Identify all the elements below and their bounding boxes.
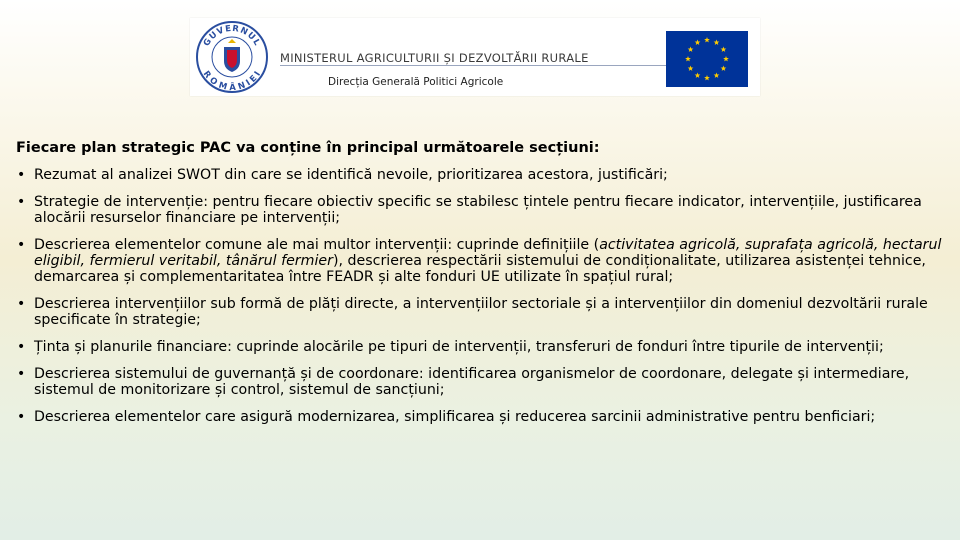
sections-list [16,167,946,425]
svg-text:ROMÂNIEI: ROMÂNIEI [200,69,264,94]
list-item-text: Descrierea elementelor care asigură modernizarea, simplificarea și reducerea sarcinii administrative pentru benficiari; [34,409,876,425]
bullet: • [17,194,26,210]
list-item-text: Descrierea intervențiilor sub formă de plăți directe, a intervențiilor sectoriale și a intervențiilor din domeniul dezvoltării rurale specificate în strategie; [34,296,928,328]
list-item [16,237,946,285]
list-item [16,339,946,355]
government-logo [194,19,270,95]
list-item-text: Descrierea sistemului de guvernanță și de coordonare: identificarea organismelor de coordonare, delegate și intermediare, sistemul de monitorizare și control, sistemul de sancțiuni; [34,366,910,398]
bullet: • [17,339,26,355]
list-item-text-italic: activitatea agricolă, suprafața agricolă, hectarul eligibil, fermierul veritabil, tânărul fermier [34,237,942,269]
section-heading: Fiecare plan strategic PAC va conține în principal următoarele secțiuni: [16,140,600,156]
list-item [16,167,946,183]
bullet: • [17,409,26,425]
header-banner [190,18,760,96]
bullet: • [17,366,26,382]
coat-of-arms-icon [224,39,240,72]
list-item-text: Ținta și planurile financiare: cuprinde alocările pe tipuri de intervenții, transferuri de fonduri între tipurile de intervenții; [34,339,884,355]
list-item-text-after: ), descrierea respectării sistemului de condiționalitate, utilizarea asistenței tehnice, demarcarea și complementaritatea între FEADR și alte fonduri UE utilizate în spațiul rural; [34,253,926,285]
bullet: • [17,237,26,253]
list-item-text-before: Descrierea elementelor comune ale mai multor intervenții: cuprinde definițiile ( [34,237,600,253]
list-item [16,194,946,226]
bullet: • [17,167,26,183]
list-item-text: Strategie de intervenție: pentru fiecare obiectiv specific se stabilesc țintele pentru fiecare indicator, intervențiile, justificarea alocării resurselor financiare pe intervenții; [34,194,922,226]
eu-flag-icon [666,31,748,87]
list-item-text: Rezumat al analizei SWOT din care se identifică nevoile, prioritizarea acestora, justificări; [34,167,668,183]
main-content [16,139,946,436]
directorate-name: Direcția Generală Politici Agricole [328,76,504,88]
list-item [16,409,946,425]
ministry-name: MINISTERUL AGRICULTURII ȘI DEZVOLTĂRII RURALE [280,51,589,65]
list-item [16,366,946,398]
bullet: • [17,296,26,312]
svg-text:GUVERNUL: GUVERNUL [201,23,263,49]
list-item [16,296,946,328]
